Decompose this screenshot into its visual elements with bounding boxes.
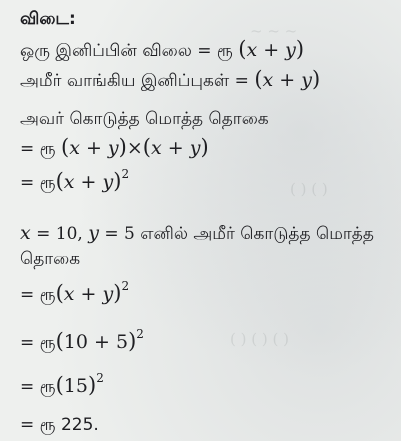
step-squared-expression: = ரூ(x + y)$^2$ [20,279,130,305]
sweet-price-expression: x + y [246,39,296,61]
factor-one: x + y [69,137,119,159]
bleed-through-mark: ( ) ( ) ( ) [230,330,289,348]
answer-heading: விடை: [20,9,76,29]
bleed-through-mark: ( ) ( ) [290,180,328,198]
bleed-through-mark: ~ ~ ~ [250,22,298,40]
x-value: = 10, [36,224,83,244]
x-variable: x [20,222,31,244]
substitution-line [20,222,374,245]
times-sign: × [126,137,143,159]
sweets-count-expression: x + y [262,69,312,91]
final-answer: = ரூ 225. [20,415,99,435]
total-squared-line: = ரூ(x + y)$^2$ [20,167,130,193]
sum-values: 10 + 5 [63,331,129,353]
sweet-price-label: ஒரு இனிப்பின் விலை = ரூ [20,41,233,61]
rupee-prefix: = ரூ [20,285,56,305]
step-fifteen-squared: = $ரூ(15)^2$ [20,371,104,397]
substitution-text: எனில் அமீர் கொடுத்த மொத்த [140,224,374,244]
total-amount-label: அவர் கொடுத்த மொத்த தொகை [20,109,269,129]
sum-result: 15 [63,375,88,397]
sweets-count-line: அமீர் வாங்கிய இனிப்புகள் = (x + y) [20,67,321,91]
exponent: 2 [121,279,130,293]
amount-word: தொகை [20,249,81,269]
step-substituted-values: = ரூ(10 + 5)$^2$ [20,327,144,353]
y-variable: y [88,222,99,244]
sweets-count-label: அமீர் வாங்கிய இனிப்புகள் = [20,71,249,91]
exponent: 2 [96,371,104,385]
rupee-prefix: = ரூ [20,333,56,353]
total-product-line: = ரூ (x + y)×(x + y) [20,135,209,159]
exponent: 2 [121,167,130,181]
squared-base: x + y [63,171,114,193]
rupee-prefix: = ரூ [20,173,56,193]
squared-base: x + y [63,283,114,305]
sweet-price-line: ஒரு இனிப்பின் விலை = ரூ (x + y) [20,37,305,61]
factor-two: x + y [150,137,201,159]
exponent: 2 [136,327,144,341]
rupee-prefix: = ரூ [20,139,56,159]
rupee-prefix: = ரூ [20,377,56,397]
y-value: = 5 [104,224,135,244]
